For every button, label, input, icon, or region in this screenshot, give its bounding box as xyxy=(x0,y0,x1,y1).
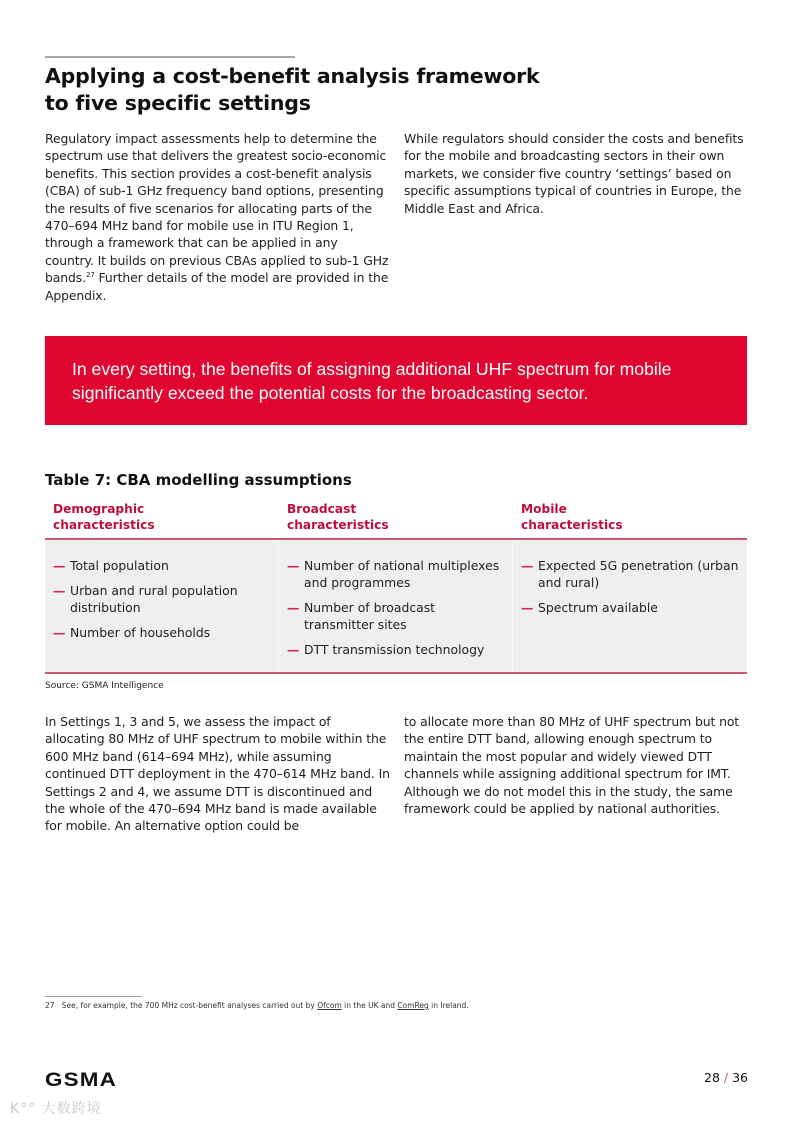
section-top-rule xyxy=(45,56,295,58)
intro-left-text: Regulatory impact assessments help to determine the spectrum use that delivers the greatest socio-economic benefits. This section provides a cost-benefit analysis (CBA) of sub-1 GHz frequency band options, presenting the results of five scenarios for allocating parts of the 470–694 MHz band for mobile use in ITU Region 1, through a framework that can be applied in any country. It builds on previous CBAs applied to sub-1 GHz bands. xyxy=(45,131,389,286)
list-item xyxy=(53,624,272,641)
dash-bullet-icon: — xyxy=(53,558,66,573)
list-item xyxy=(53,582,272,616)
ofcom-link[interactable]: Ofcom xyxy=(317,1001,342,1010)
table-source: Source: GSMA Intelligence xyxy=(45,681,164,691)
intro-left-text-tail: Further details of the model are provided in the Appendix. xyxy=(45,270,389,303)
body-right-paragraph: to allocate more than 80 MHz of UHF spectrum but not the entire DTT band, allowing enough spectrum to maintain the most popular and widely viewed DTT channels while assigning additional spectrum for IMT. Although we do not model this in the study, the same framework could be applied by national authorities. xyxy=(404,714,740,817)
list-item xyxy=(287,641,506,658)
header-line: Demographic xyxy=(53,502,145,516)
list-item xyxy=(287,557,506,591)
intro-left-paragraph xyxy=(45,130,390,304)
table-body-row xyxy=(45,540,747,674)
callout-text: In every setting, the benefits of assigning additional UHF spectrum for mobile significantly exceed the potential costs for the broadcasting sector. xyxy=(72,359,672,403)
page-total: 36 xyxy=(732,1070,748,1085)
list-item xyxy=(53,557,272,574)
table-title: Table 7: CBA modelling assumptions xyxy=(45,471,352,489)
list-item-text: Number of households xyxy=(70,624,211,640)
body-left-paragraph: In Settings 1, 3 and 5, we assess the impact of allocating 80 MHz of UHF spectrum to mobile within the 600 MHz band (614–694 MHz), while assuming continued DTT deployment in the 470–614 MHz band. In Settings 2 and 4, we assume DTT is discontinued and the whole of the 470–694 MHz band is made available for mobile. An alternative option could be xyxy=(45,714,390,834)
list-item-text: Expected 5G penetration (urban and rural) xyxy=(538,558,739,591)
table-cell-broadcast xyxy=(279,540,513,672)
header-line: characteristics xyxy=(53,518,155,532)
table-header-broadcast xyxy=(279,498,513,538)
list-item xyxy=(287,599,506,633)
gsma-logo: GSMA xyxy=(45,1070,117,1091)
footnote-text: in Ireland. xyxy=(428,1001,469,1010)
header-line: characteristics xyxy=(287,518,389,532)
dash-bullet-icon: — xyxy=(287,599,300,615)
dash-bullet-icon: — xyxy=(53,624,66,640)
section-title-line2: to five specific settings xyxy=(45,91,311,115)
list-item-text: Number of broadcast transmitter sites xyxy=(304,599,436,633)
dash-bullet-icon: — xyxy=(521,558,534,573)
page-number xyxy=(704,1070,748,1085)
dash-bullet-icon: — xyxy=(521,599,534,615)
list-item-text: Total population xyxy=(70,558,169,573)
footnote-27 xyxy=(45,1001,469,1010)
comreg-link[interactable]: ComReg xyxy=(397,1001,429,1010)
footnote-divider xyxy=(45,996,142,997)
cba-assumptions-table xyxy=(45,498,747,674)
list-item-text: DTT transmission technology xyxy=(304,641,485,657)
footnote-number: 27 xyxy=(45,1001,55,1010)
list-item-text: Spectrum available xyxy=(538,599,658,615)
list-item-text: Urban and rural population distribution xyxy=(70,582,238,615)
table-header-mobile xyxy=(513,498,747,538)
footnote-text: in the UK and xyxy=(341,1001,398,1010)
table-header-row xyxy=(45,498,747,540)
table-cell-mobile xyxy=(513,540,747,672)
list-item xyxy=(521,557,741,591)
header-line: Mobile xyxy=(521,502,567,516)
list-item-text: Number of national multiplexes and programmes xyxy=(304,558,500,591)
dash-bullet-icon: — xyxy=(287,558,300,573)
watermark: K°° 大数跨境 xyxy=(10,1101,102,1117)
intro-right-paragraph: While regulators should consider the costs and benefits for the mobile and broadcasting sectors in their own markets, we consider five country ‘settings’ based on specific assumptions typical of countries in Europe, the Middle East and Africa. xyxy=(404,131,744,216)
section-title-line1: Applying a cost-benefit analysis framework xyxy=(45,64,540,88)
dash-bullet-icon: — xyxy=(287,641,300,657)
table-header-demographic xyxy=(45,498,279,538)
page-separator: / xyxy=(723,1070,729,1085)
header-line: characteristics xyxy=(521,518,623,532)
dash-bullet-icon: — xyxy=(53,582,66,598)
footnote-text: See, for example, the 700 MHz cost-benefit analyses carried out by xyxy=(61,1001,318,1010)
table-cell-demographic xyxy=(45,540,279,672)
header-line: Broadcast xyxy=(287,502,357,516)
section-title xyxy=(45,63,605,117)
footnote-ref-27[interactable]: 27 xyxy=(85,271,95,280)
page-current: 28 xyxy=(704,1070,720,1085)
key-finding-callout xyxy=(45,336,747,425)
list-item xyxy=(521,599,741,616)
